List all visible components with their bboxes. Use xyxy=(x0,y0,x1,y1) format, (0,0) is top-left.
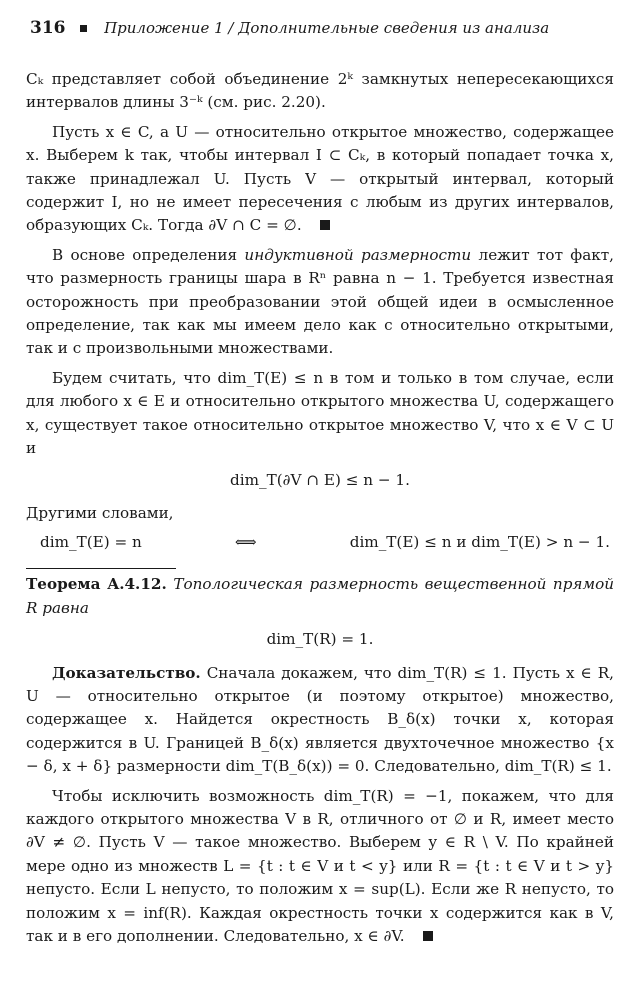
proof-label: Доказательство. xyxy=(52,663,201,682)
proof-paragraph-1-text: Сначала докажем, что dim_T(R) ≤ 1. Пусть x ∈ R, U — относительно открытое (и поэтому открытое) множество, содержащее x. Найдется окрестность B_δ(x) точки x, которая содержится в U. Границей B_δ(x) является двухточечное множество {x − δ, x + δ} размерности dim_T(B_δ(x)) = 0. Следовательно, dim_T(R) ≤ 1. xyxy=(26,663,614,776)
paragraph-cantor-proof-text: Пусть x ∈ C, а U — относительно открытое множество, содержащее x. Выберем k так, чтобы интервал I ⊂ Cₖ, в который попадает точка x, также принадлежал U. Пусть V — открытый интервал, который содержит I, но не имеет пересечения с любым из других интервалов, образующих Cₖ. Тогда ∂V ∩ C = ∅. xyxy=(26,122,614,235)
theorem-statement: Топологическая размерность вещественной прямой R равна xyxy=(26,575,614,617)
theorem-rule xyxy=(26,568,176,569)
inductive-lead: В основе определения xyxy=(52,245,238,264)
proof-paragraph-1 xyxy=(26,662,614,779)
page-number: 316 xyxy=(30,18,66,38)
header-bullet-icon xyxy=(80,25,87,32)
theorem-label: Теорема A.4.12. xyxy=(26,575,167,594)
qed-square-icon xyxy=(320,220,330,230)
proof-paragraph-2-text: Чтобы исключить возможность dim_T(R) = −1, покажем, что для каждого открытого множества V в R, отличного от ∅ и R, имеет место ∂V ≠ ∅. Пусть V — такое множество. Выберем y ∈ R \ V. По крайней мере одно из множеств L = {t : t ∈ V и t < y} или R = {t : t ∈ V и t > y} непусто. Если L непусто, то положим x = sup(L). Если же R непусто, то положим x = inf(R). Каждая окрестность точки x содержится как в V, так и в его дополнении. Следовательно, x ∈ ∂V. xyxy=(26,786,614,945)
running-header xyxy=(30,18,620,38)
paragraph-inductive-dimension xyxy=(26,244,614,361)
inductive-term: индуктивной размерности xyxy=(244,245,472,264)
inductive-rest: лежит тот факт, что размерность границы шара в Rⁿ равна n − 1. Требуется известная осторожность при преобразовании этой общей идеи в осмысленное определение, так как мы имеем дело как с относительно открытыми, так и с произвольными множествами. xyxy=(26,245,614,358)
theorem-block xyxy=(26,573,614,620)
proof-paragraph-2 xyxy=(26,785,614,949)
qed-square-icon xyxy=(423,931,433,941)
page-body xyxy=(26,68,614,954)
equivalence-left: dim_T(E) = n xyxy=(40,533,142,552)
paragraph-dim-definition: Будем считать, что dim_T(E) ≤ n в том и только в том случае, если для любого x ∈ E и относительно открытого множества U, содержащего x, существует такое относительно открытое множество V, что x ∈ V ⊂ U и xyxy=(26,368,614,458)
paragraph-cantor-proof xyxy=(26,121,614,238)
equivalence-right: dim_T(E) ≤ n и dim_T(E) > n − 1. xyxy=(349,533,610,552)
equation-equivalence xyxy=(26,531,614,554)
theorem-formula: dim_T(R) = 1. xyxy=(266,630,374,649)
paragraph-in-other-words: Другими словами, xyxy=(26,503,174,522)
running-title: Приложение 1 / Дополнительные сведения из анализа xyxy=(104,19,550,37)
paragraph-cantor-intervals: Cₖ представляет собой объединение 2ᵏ замкнутых непересекающихся интервалов длины 3⁻ᵏ (см. рис. 2.20). xyxy=(26,70,614,112)
equation-boundary-dim: dim_T(∂V ∩ E) ≤ n − 1. xyxy=(230,470,410,489)
equivalence-arrow: ⟺ xyxy=(234,533,257,552)
